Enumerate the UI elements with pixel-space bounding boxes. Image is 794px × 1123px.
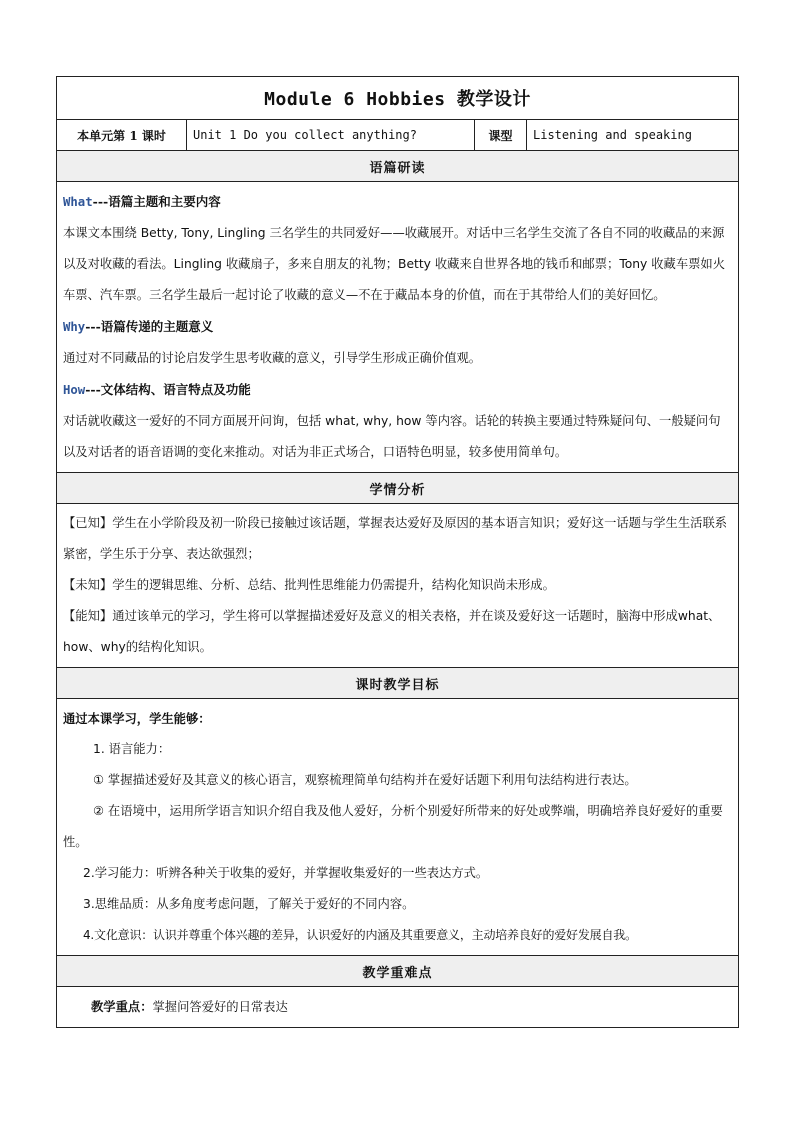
objective-cultural-awareness: 4.文化意识：认识并尊重个体兴趣的差异，认识爱好的内涵及其重要意义，主动培养良好的爱好发展自我。 bbox=[83, 928, 637, 942]
why-subheading bbox=[63, 311, 732, 343]
teaching-objectives bbox=[57, 699, 739, 956]
how-subheading bbox=[63, 374, 732, 406]
why-paragraph: 通过对不同藏品的讨论启发学生思考收藏的意义，引导学生形成正确价值观。 bbox=[63, 351, 482, 365]
objective-language-ability-b: ② 在语境中，运用所学语言知识介绍自我及他人爱好，分析个别爱好所带来的好处或弊端，明确培养良好爱好的重要性。 bbox=[63, 804, 723, 849]
what-paragraph: 本课文本围绕 Betty, Tony, Lingling 三名学生的共同爱好——收藏展开。对话中三名学生交流了各自不同的收藏品的来源以及对收藏的看法。Lingling 收藏扇子，多来自朋友的礼物；Betty 收藏来自世界各地的钱币和邮票；Tony 收藏车票如火车票、汽车票。三名学生最后一起讨论了收藏的意义—不在于藏品本身的价值，而在于其带给人们的美好回忆。 bbox=[63, 226, 726, 302]
section-heading-objectives: 课时教学目标 bbox=[57, 668, 739, 699]
objectives-intro: 通过本课学习，学生能够： bbox=[63, 711, 211, 726]
document-title: Module 6 Hobbies 教学设计 bbox=[57, 77, 739, 120]
what-keyword: What bbox=[63, 195, 93, 209]
objective-thinking-quality: 3.思维品质：从多角度考虑问题，了解关于爱好的不同内容。 bbox=[83, 897, 415, 911]
reading-analysis bbox=[57, 182, 739, 473]
key-points bbox=[57, 987, 739, 1028]
objective-language-ability: 1. 语言能力： bbox=[93, 742, 171, 756]
why-subheading-text: ---语篇传递的主题意义 bbox=[85, 319, 214, 334]
how-keyword: How bbox=[63, 383, 86, 397]
section-heading-keypoints: 教学重难点 bbox=[57, 956, 739, 987]
section-heading-reading: 语篇研读 bbox=[57, 151, 739, 182]
key-point-line bbox=[63, 991, 732, 1023]
section-heading-learners: 学情分析 bbox=[57, 473, 739, 504]
key-point-label: 教学重点： bbox=[91, 999, 153, 1014]
unknown-paragraph: 【未知】学生的逻辑思维、分析、总结、批判性思维能力仍需提升，结构化知识尚未形成。 bbox=[63, 578, 555, 592]
lesson-plan-document bbox=[56, 76, 738, 1028]
objective-learning-ability: 2.学习能力：听辨各种关于收集的爱好，并掌握收集爱好的一些表达方式。 bbox=[83, 866, 489, 880]
lesson-type-value: Listening and speaking bbox=[527, 120, 739, 151]
lesson-plan-table bbox=[56, 76, 739, 1028]
known-paragraph: 【已知】学生在小学阶段及初一阶段已接触过该话题，掌握表达爱好及原因的基本语言知识；爱好这一话题与学生生活联系紧密，学生乐于分享、表达欲强烈； bbox=[63, 516, 728, 561]
lesson-number: 本单元第 1 课时 bbox=[57, 120, 187, 151]
key-point-text: 掌握问答爱好的日常表达 bbox=[152, 1000, 288, 1014]
unit-title: Unit 1 Do you collect anything? bbox=[187, 120, 475, 151]
lesson-type-label: 课型 bbox=[475, 120, 527, 151]
able-paragraph: 【能知】通过该单元的学习，学生将可以掌握描述爱好及意义的相关表格，并在谈及爱好这一话题时，脑海中形成what、how、why的结构化知识。 bbox=[63, 609, 721, 654]
how-paragraph: 对话就收藏这一爱好的不同方面展开问询，包括 what, why, how 等内容。话轮的转换主要通过特殊疑问句、一般疑问句以及对话者的语音语调的变化来推动。对话为非正式场合，口语特色明显，较多使用简单句。 bbox=[63, 414, 721, 459]
how-subheading-text: ---文体结构、语言特点及功能 bbox=[85, 382, 251, 397]
what-subheading-text: ---语篇主题和主要内容 bbox=[92, 194, 221, 209]
what-subheading bbox=[63, 186, 732, 218]
objective-language-ability-a: ① 掌握描述爱好及其意义的核心语言，观察梳理简单句结构并在爱好话题下利用句法结构进行表达。 bbox=[93, 773, 637, 787]
learner-analysis bbox=[57, 504, 739, 668]
why-keyword: Why bbox=[63, 320, 86, 334]
